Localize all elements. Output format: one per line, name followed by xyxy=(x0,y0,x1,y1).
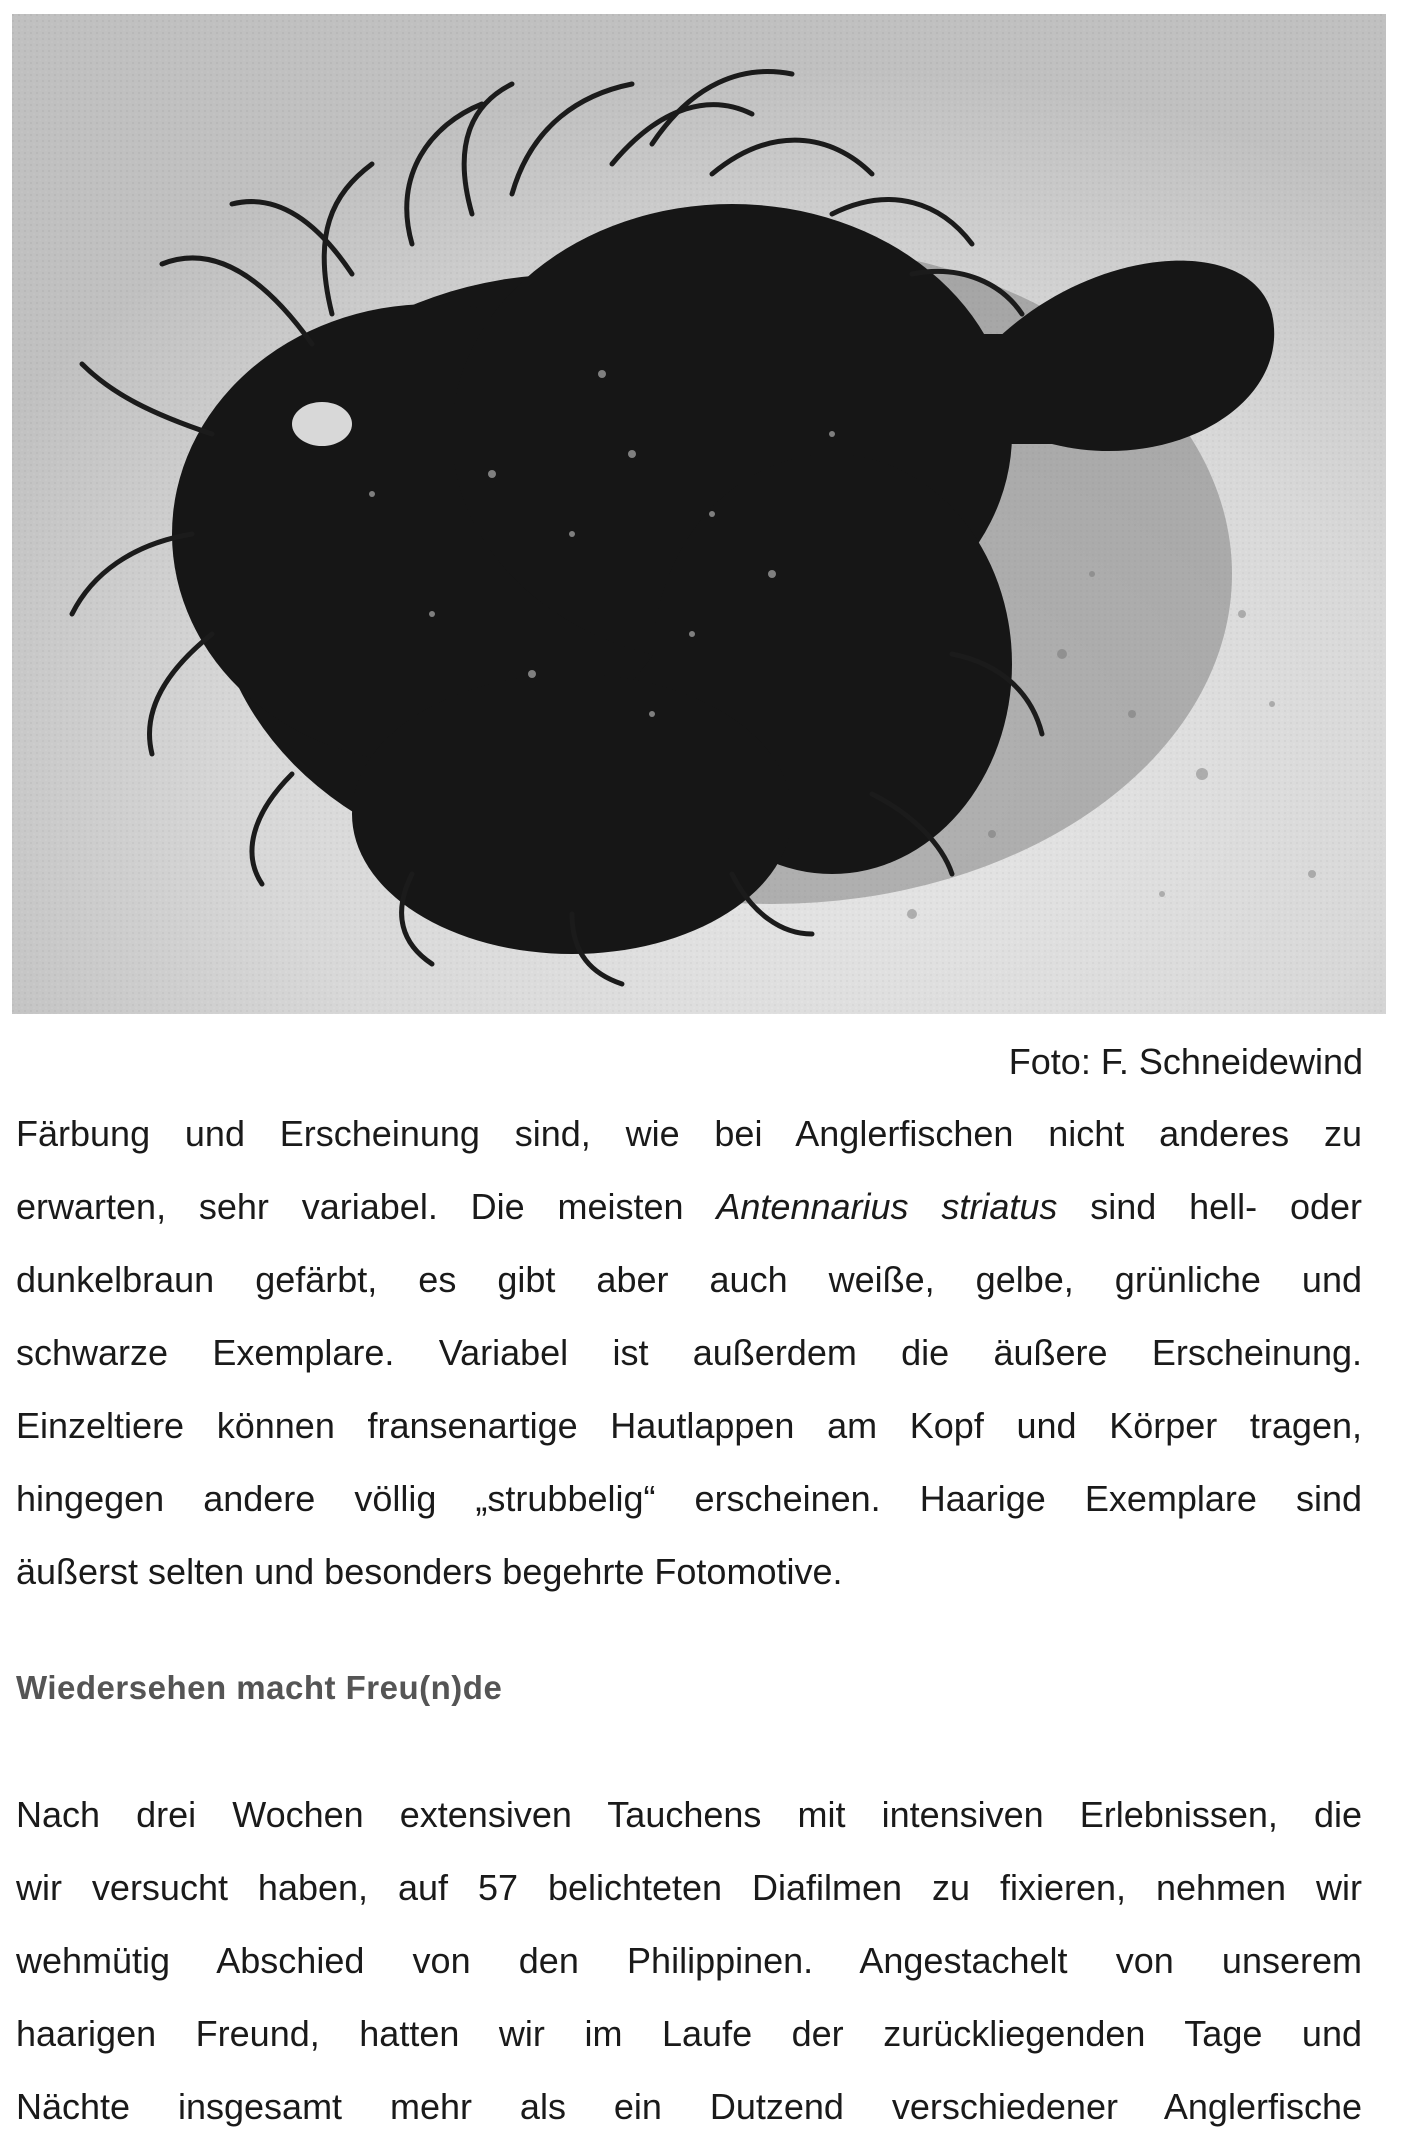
text-line: äußerst selten und besonders begehrte Fotomotive. xyxy=(16,1551,843,1592)
text-line: schwarze Exemplare. Variabel ist außerdem die äußere Erscheinung. xyxy=(16,1332,1362,1373)
text-line: wir versucht haben, auf 57 belichteten Diafilmen zu fixieren, nehmen wir xyxy=(16,1867,1362,1908)
text-line: dunkelbraun gefärbt, es gibt aber auch weiße, gelbe, grünliche und xyxy=(16,1259,1362,1300)
text-line: wehmütig Abschied von den Philippinen. Angestachelt von unserem xyxy=(16,1940,1362,1981)
body-paragraph-2 xyxy=(16,1778,1362,2143)
text-fragment: erwarten, sehr variabel. Die meisten xyxy=(16,1186,717,1227)
text-line: hingegen andere völlig „strubbelig“ erscheinen. Haarige Exemplare sind xyxy=(16,1478,1362,1519)
body-paragraph-1 xyxy=(16,1097,1362,1608)
hairy-frogfish-image xyxy=(12,14,1386,1014)
text-line: Färbung und Erscheinung sind, wie bei Anglerfischen nicht anderes zu xyxy=(16,1113,1362,1154)
text-line: Einzeltiere können fransenartige Hautlappen am Kopf und Körper tragen, xyxy=(16,1405,1362,1446)
text-line: Nach drei Wochen extensiven Tauchens mit intensiven Erlebnissen, die xyxy=(16,1794,1362,1835)
text-line: Nächte insgesamt mehr als ein Dutzend verschiedener Anglerfische xyxy=(16,2086,1362,2127)
anglerfish-photo xyxy=(12,14,1386,1014)
photo-credit: Foto: F. Schneidewind xyxy=(1008,1041,1363,1082)
species-name: Antennarius striatus xyxy=(716,1186,1058,1227)
text-line: haarigen Freund, hatten wir im Laufe der zurückliegenden Tage und xyxy=(16,2013,1362,2054)
text-fragment: sind hell- oder xyxy=(1057,1186,1362,1227)
section-heading: Wiedersehen macht Freu(n)de xyxy=(16,1669,503,1706)
text-line xyxy=(16,1170,1362,1243)
